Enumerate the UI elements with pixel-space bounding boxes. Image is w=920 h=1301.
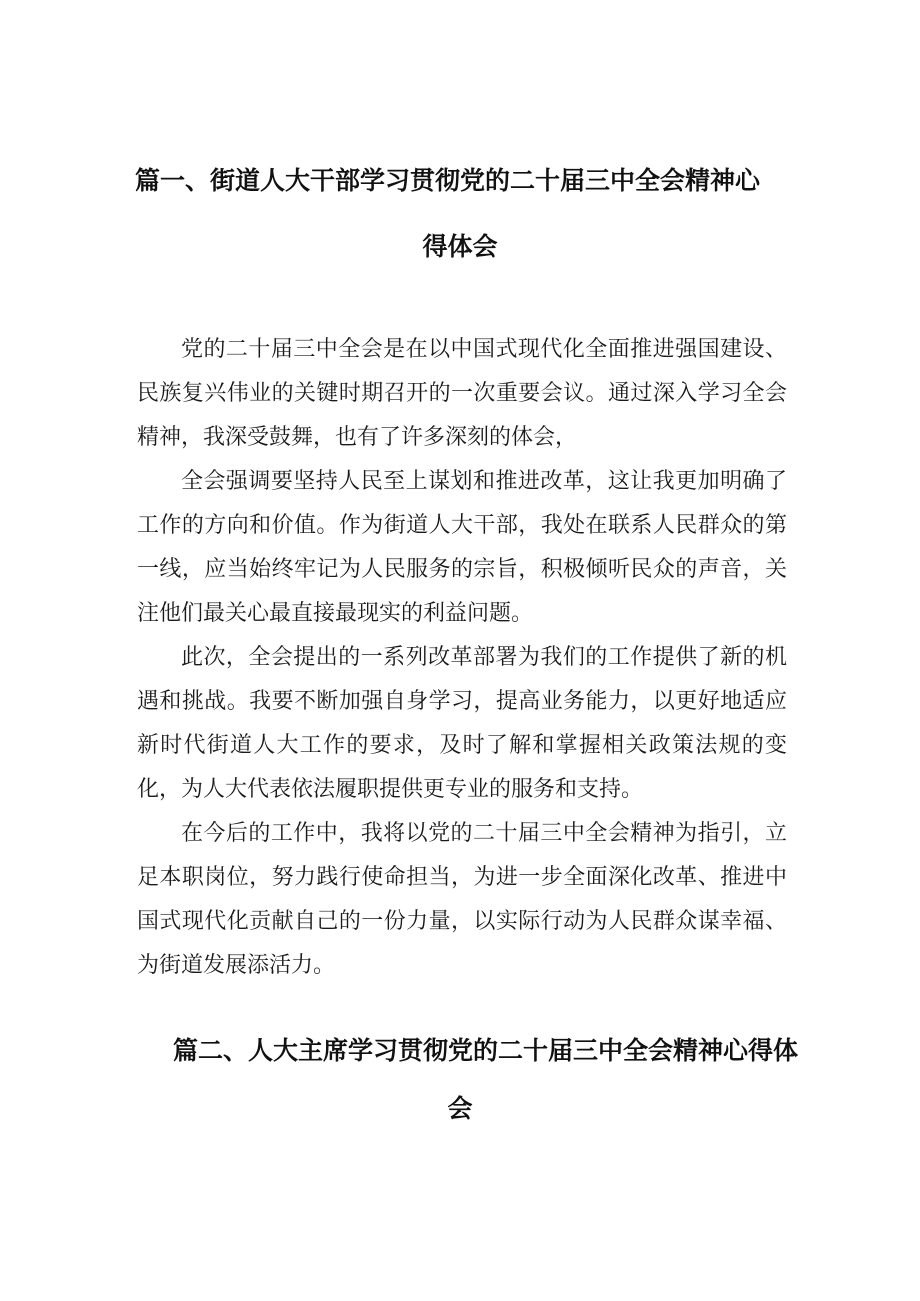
section1-title-line2: 得体会	[422, 232, 498, 261]
section2-title-line2: 会	[447, 1094, 473, 1123]
section2-title-line1: 篇二、人大主席学习贯彻党的二十届三中全会精神心得体	[173, 1036, 799, 1065]
paragraph-1: 党的二十届三中全会是在以中国式现代化全面推进强国建设、民族复兴伟业的关键时期召开的一次重要会议。通过深入学习全会精神，我深受鼓舞，也有了许多深刻的体会，	[137, 337, 787, 450]
section1-title-line1: 篇一、街道人大干部学习贯彻党的二十届三中全会精神心	[135, 166, 761, 195]
section1-body	[137, 328, 787, 988]
paragraph-3: 此次，全会提出的一系列改革部署为我们的工作提供了新的机遇和挑战。我要不断加强自身学习，提高业务能力，以更好地适应新时代街道人大工作的要求，及时了解和掌握相关政策法规的变化，为人大代表依法履职提供更专业的服务和支持。	[137, 645, 787, 802]
paragraph-2: 全会强调要坚持人民至上谋划和推进改革，这让我更加明确了工作的方向和价值。作为街道人大干部，我处在联系人民群众的第一线，应当始终牢记为人民服务的宗旨，积极倾听民众的声音，关注他们最关心最直接最现实的利益问题。	[137, 469, 787, 626]
paragraph-4: 在今后的工作中，我将以党的二十届三中全会精神为指引，立足本职岗位，努力践行使命担当，为进一步全面深化改革、推进中国式现代化贡献自己的一份力量，以实际行动为人民群众谋幸福、为街道发展添活力。	[137, 821, 787, 978]
